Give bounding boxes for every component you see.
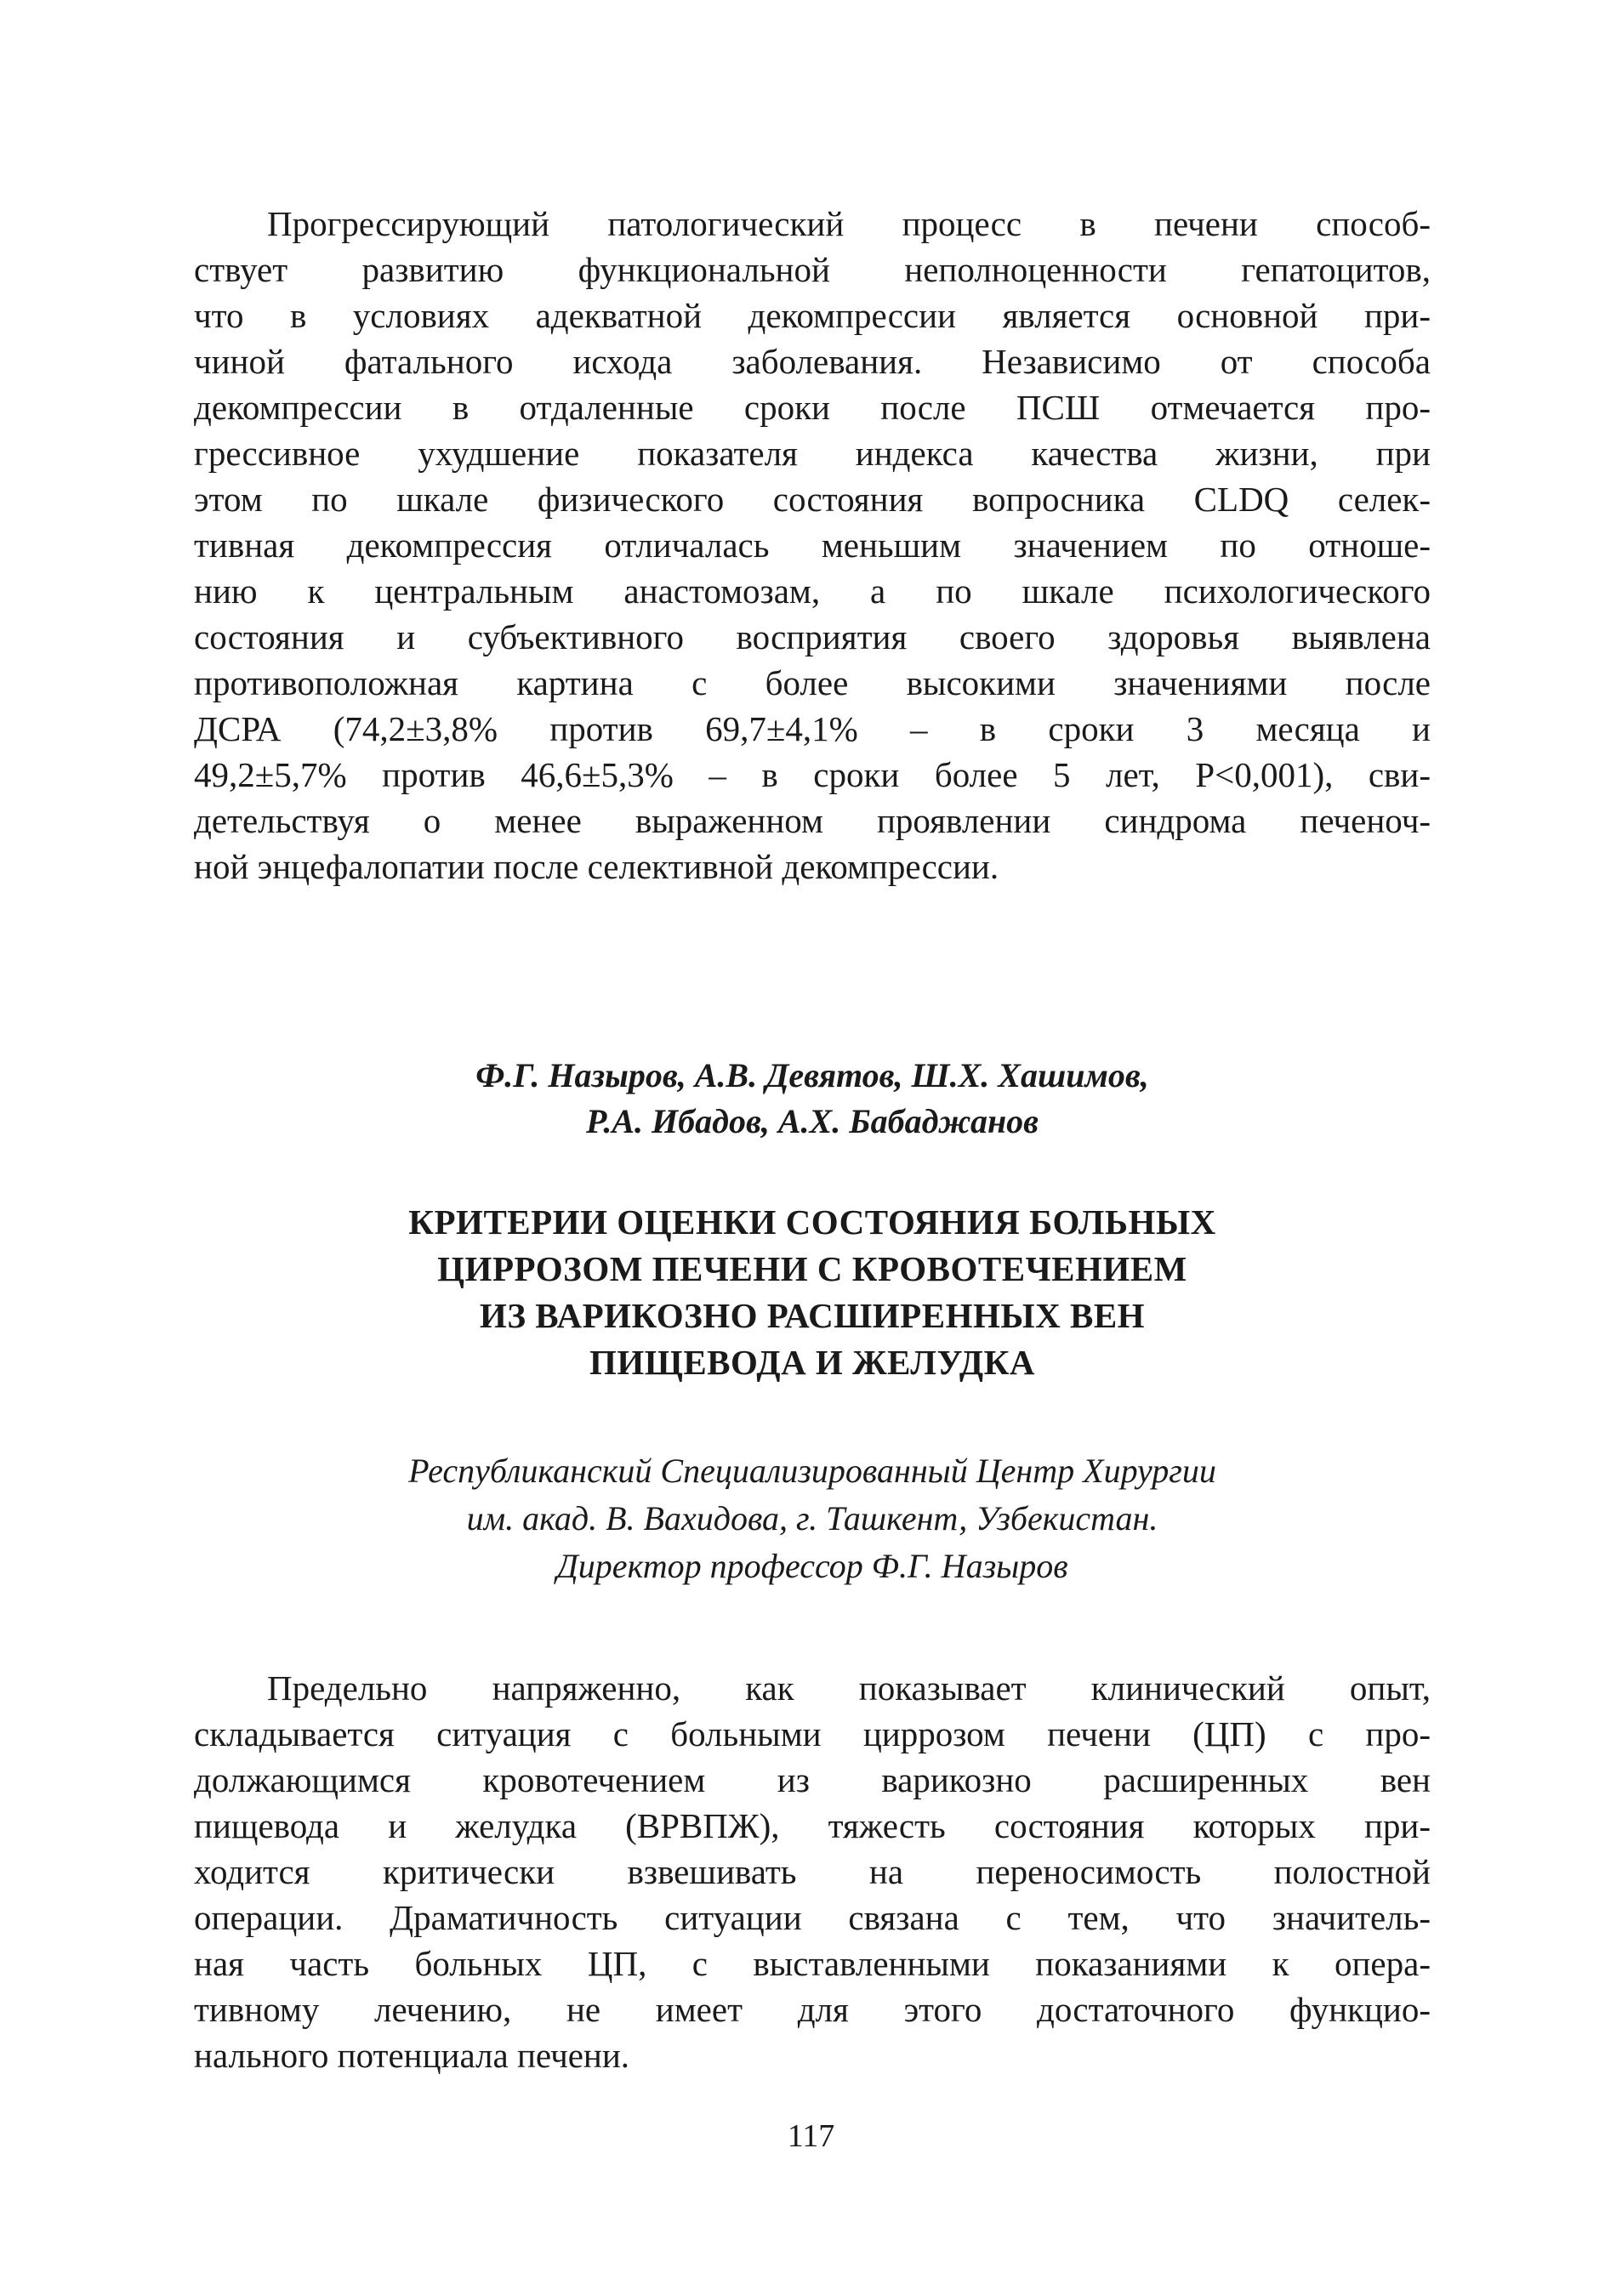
paragraph-line: детельствуя о менее выраженном проявлении синдрома печеноч-	[194, 801, 1431, 840]
author-affiliation	[194, 1447, 1431, 1590]
paragraph-line: ДСРА (74,2±3,8% против 69,7±4,1% – в сроки 3 месяца и	[194, 709, 1431, 748]
body-paragraph-2	[194, 1665, 1431, 2078]
title-line: ПИЩЕВОДА И ЖЕЛУДКА	[589, 1343, 1035, 1382]
title-line: ИЗ ВАРИКОЗНО РАСШИРЕННЫХ ВЕН	[479, 1296, 1146, 1335]
paragraph-line: что в условиях адекватной декомпрессии является основной при-	[194, 296, 1431, 335]
paragraph-line: ствует развитию функциональной неполноценности гепатоцитов,	[194, 250, 1431, 289]
paragraph-line: должающимся кровотечением из варикозно расширенных вен	[194, 1760, 1431, 1799]
affiliation-line: Республиканский Специализированный Центр Хирургии	[408, 1452, 1216, 1490]
paragraph-line: ходится критически взвешивать на переносимость полостной	[194, 1852, 1431, 1891]
affiliation-line: им. акад. В. Вахидова, г. Ташкент, Узбекистан.	[466, 1499, 1158, 1537]
paragraph-line: нию к центральным анастомозам, а по шкале психологического	[194, 571, 1431, 611]
article-authors	[194, 1053, 1431, 1145]
paragraph-line: складывается ситуация с больными циррозом печени (ЦП) с про-	[194, 1714, 1431, 1753]
title-line: КРИТЕРИИ ОЦЕНКИ СОСТОЯНИЯ БОЛЬНЫХ	[408, 1202, 1216, 1242]
paragraph-line: этом по шкале физического состояния вопросника CLDQ селек-	[194, 480, 1431, 519]
paragraph-line: состояния и субъективного восприятия своего здоровья выявлена	[194, 617, 1431, 656]
body-paragraph-1	[194, 201, 1431, 889]
paragraph-line: операции. Драматичность ситуации связана с тем, что значитель-	[194, 1898, 1431, 1937]
page-number: 117	[787, 2118, 835, 2154]
paragraph-line: ная часть больных ЦП, с выставленными показаниями к опера-	[194, 1944, 1431, 1983]
paragraph-line: Прогрессирующий патологический процесс в печени способ-	[267, 204, 1431, 243]
authors-line-2: Р.А. Ибадов, А.Х. Бабаджанов	[585, 1102, 1039, 1140]
affiliation-line: Директор профессор Ф.Г. Назыров	[556, 1547, 1068, 1585]
paragraph-line: ной энцефалопатии после селективной декомпрессии.	[194, 847, 999, 886]
paragraph-line: противоположная картина с более высокими значениями после	[194, 663, 1431, 702]
article-title	[194, 1199, 1431, 1386]
paragraph-line: 49,2±5,7% против 46,6±5,3% – в сроки более 5 лет, P<0,001), сви-	[194, 755, 1431, 794]
paragraph-line: нального потенциала печени.	[194, 2036, 630, 2075]
paragraph-line: тивная декомпрессия отличалась меньшим значением по отноше-	[194, 526, 1431, 565]
paragraph-line: Предельно напряженно, как показывает клинический опыт,	[267, 1668, 1431, 1708]
paragraph-line: пищевода и желудка (ВРВПЖ), тяжесть состояния которых при-	[194, 1806, 1431, 1845]
authors-line-1: Ф.Г. Назыров, А.В. Девятов, Ш.Х. Хашимов,	[475, 1056, 1149, 1094]
paragraph-line: грессивное ухудшение показателя индекса качества жизни, при	[194, 434, 1431, 473]
paragraph-line: тивному лечению, не имеет для этого достаточного функцио-	[194, 1990, 1431, 2029]
paragraph-line: декомпрессии в отдаленные сроки после ПСШ отмечается про-	[194, 388, 1431, 427]
paragraph-line: чиной фатального исхода заболевания. Независимо от способа	[194, 342, 1431, 381]
title-line: ЦИРРОЗОМ ПЕЧЕНИ С КРОВОТЕЧЕНИЕМ	[437, 1249, 1187, 1288]
